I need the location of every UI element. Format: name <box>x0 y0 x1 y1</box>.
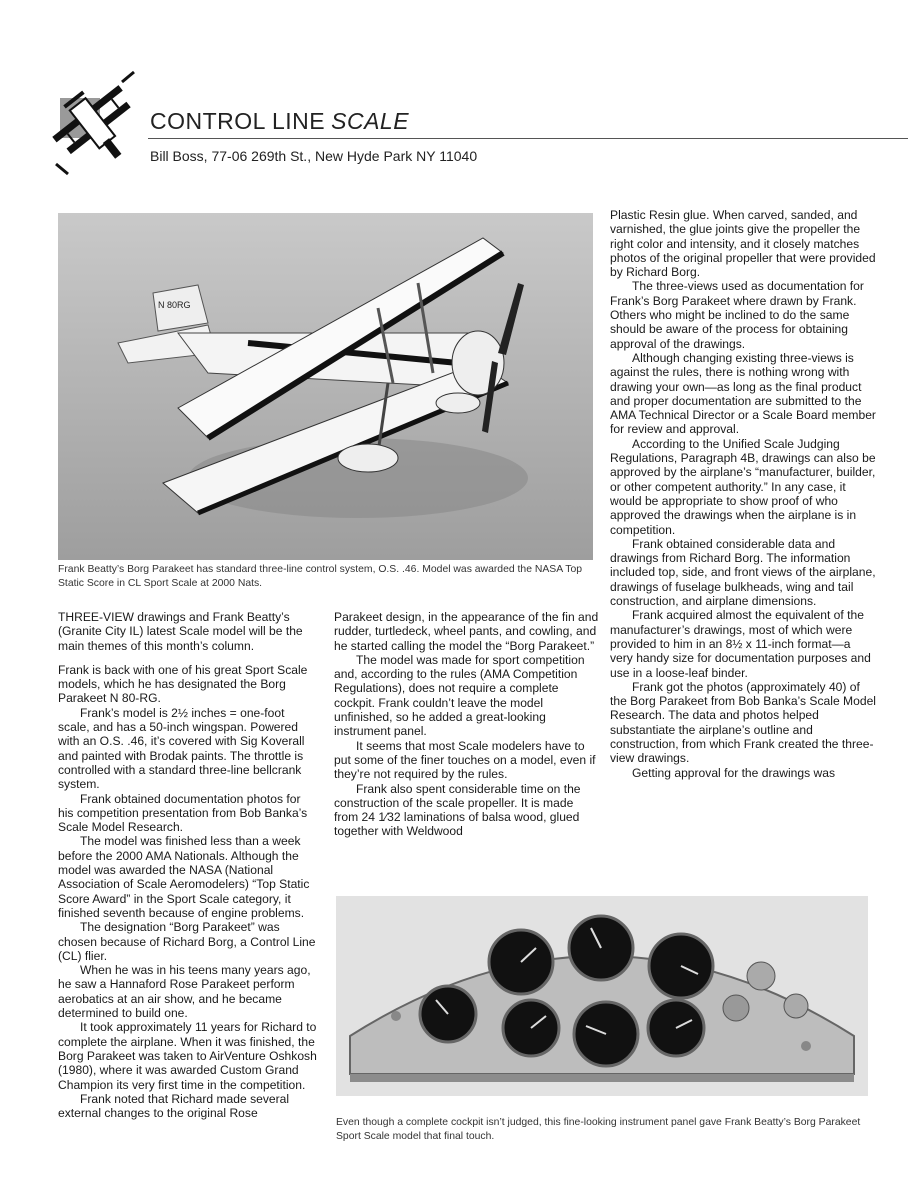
paragraph: According to the Unified Scale Judging Regulations, Paragraph 4B, drawings can also be approved by the airplane’s “manufacturer, builder, or other competent authority.” In any case, it would be appropriate to show proof of who approved the drawings when the airplane is in competition. <box>610 436 876 537</box>
paragraph: THREE-VIEW drawings and Frank Beatty’s (Granite City IL) latest Scale model will be the main themes of this month’s column. <box>58 610 303 653</box>
paragraph: Frank got the photos (approximately 40) of the Borg Parakeet from Bob Banka’s Scale Model Research. The data and photos helped substantiate the airplane’s outline and construction, from which Frank created the three-view drawings. <box>610 679 876 766</box>
instrument-panel-photo <box>336 896 868 1096</box>
column-title-italic: SCALE <box>331 108 410 134</box>
paragraph: Plastic Resin glue. When carved, sanded, and varnished, the glue joints give the propeller the right color and intensity, and it closely matches photos of the original propeller that were provided by Richard Borg. <box>610 208 876 280</box>
paragraph: Frank obtained documentation photos for his competition presentation from Bob Banka’s Scale Model Research. <box>58 791 308 835</box>
article-column-1 <box>58 610 318 1120</box>
column-title-main: CONTROL LINE <box>150 108 326 134</box>
paragraph: Although changing existing three-views is against the rules, there is nothing wrong with drawing your own—as long as the final product and proper documentation are submitted to the AMA Technical Director or a Scale Board member for review and approval. <box>610 350 876 437</box>
paragraph: Frank acquired almost the equivalent of the manufacturer’s drawings, most of which were provided to him in an 8½ x 11-inch format—a very handy size for documentation purposes and use in a loose-leaf binder. <box>610 608 871 680</box>
registration-marking: N 80RG <box>158 300 191 310</box>
paragraph: It took approximately 11 years for Richard to complete the airplane. When it was finished, the Borg Parakeet was taken to AirVenture Oshkosh (1980), where it was awarded Custom Grand Champion its very first time in the competition. <box>58 1020 317 1092</box>
paragraph: Frank noted that Richard made several external changes to the original Rose <box>58 1091 290 1121</box>
biplane-model-photo <box>58 213 593 560</box>
column-title <box>150 108 409 135</box>
paragraph: The three-views used as documentation for Frank’s Borg Parakeet where drawn by Frank. Others who might be inclined to do the same should be aware of the process for obtaining approval of the drawings. <box>610 279 864 351</box>
paragraph: Getting approval for the drawings was <box>632 765 836 780</box>
photo-caption-bottom: Even though a complete cockpit isn’t judged, this fine-looking instrument panel gave Frank Beatty’s Borg Parakeet Sport Scale model that final touch. <box>336 1117 861 1142</box>
paragraph: The model was made for sport competition and, according to the rules (AMA Competition Regulations), does not require a complete cockpit. Frank couldn’t leave the model unfinished, so he added a great-looking instrument panel. <box>334 652 585 739</box>
photo-caption-top: Frank Beatty’s Borg Parakeet has standard three-line control system, O.S. .46. Model was awarded the NASA Top Static Score in CL Sport Scale at 2000 Nats. <box>58 564 583 589</box>
paragraph: Parakeet design, in the appearance of the fin and rudder, turtledeck, wheel pants, and cowling, and he started calling the model the “Borg Parakeet.” <box>334 610 599 653</box>
biplane-logo-icon <box>46 68 142 176</box>
paragraph: The designation “Borg Parakeet” was chosen because of Richard Borg, a Control Line (CL) flier. <box>58 920 316 963</box>
paragraph: Frank’s model is 2½ inches = one-foot scale, and has a 50-inch wingspan. Powered with an O.S. .46, it’s covered with Sig Koverall and painted with Brodak paints. The throttle is controlled with a standard three-line bellcrank system. <box>58 705 305 792</box>
paragraph: The model was finished less than a week before the 2000 AMA Nationals. Although the model was awarded the NASA (National Association of Scale Aeromodelers) “Top Static Score Award” in the Sport Scale category, it finished seventh because of engine problems. <box>58 834 310 920</box>
paragraph: Frank is back with one of his great Sport Scale models, which he has designated the Borg Parakeet N 80-RG. <box>58 662 308 706</box>
paragraph: Frank obtained considerable data and drawings from Richard Borg. The information included top, side, and front views of the airplane, drawings of fuselage bulkheads, wing and tail construction, and airplane dimensions. <box>610 536 876 609</box>
paragraph: Frank also spent considerable time on the construction of the scale propeller. It is made from 24 1⁄32 laminations of balsa wood, glued together with Weldwood <box>334 781 581 839</box>
author-byline: Bill Boss, 77-06 269th St., New Hyde Park NY 11040 <box>150 148 478 164</box>
article-column-2 <box>334 610 600 839</box>
article-column-3 <box>610 208 876 780</box>
title-divider <box>148 138 908 139</box>
paragraph: It seems that most Scale modelers have to put some of the finer touches on a model, even if they’re not required by the rules. <box>334 738 596 782</box>
paragraph: When he was in his teens many years ago, he saw a Hannaford Rose Parakeet perform aerobatics at an air show, and he became determined to build one. <box>58 963 311 1021</box>
